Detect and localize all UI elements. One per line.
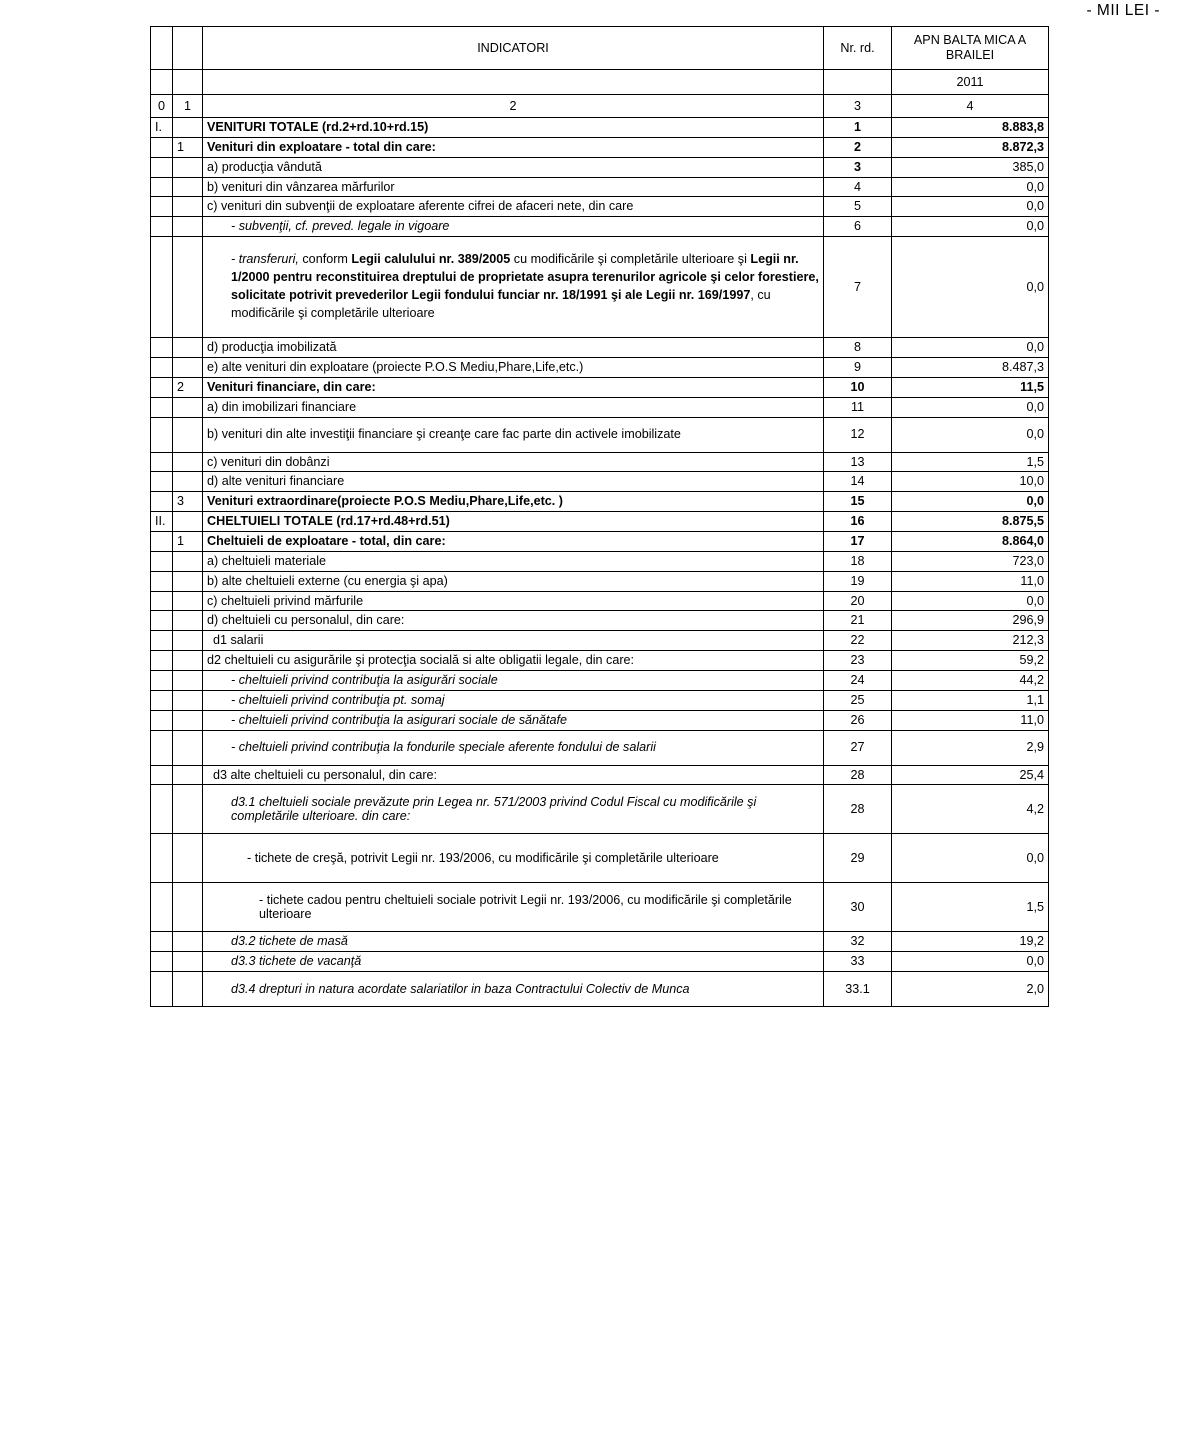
table-row <box>151 571 1049 591</box>
row-roman-numeral <box>151 631 173 651</box>
row-value-cell: 0,0 <box>892 397 1049 417</box>
row-level-number <box>173 512 203 532</box>
row-number-cell: 5 <box>824 197 892 217</box>
row-number-cell: 30 <box>824 883 892 932</box>
row-level-number <box>173 710 203 730</box>
row-number-cell: 29 <box>824 834 892 883</box>
table-row <box>151 492 1049 512</box>
table-row <box>151 611 1049 631</box>
row-indicator: Venituri din exploatare - total din care: <box>203 137 824 157</box>
row-indicator: b) venituri din alte investiţii financiare şi creanţe care fac parte din activele imobilizate <box>203 417 824 452</box>
header-row-number: Nr. rd. <box>824 27 892 70</box>
row-indicator: - tichete de creşă, potrivit Legii nr. 193/2006, cu modificările şi completările ulterioare <box>203 834 824 883</box>
table-row <box>151 177 1049 197</box>
row-indicator: d3.4 drepturi in natura acordate salariatilor in baza Contractului Colectiv de Munca <box>203 972 824 1007</box>
table-row <box>151 237 1049 338</box>
row-roman-numeral <box>151 532 173 552</box>
colnum-2: 2 <box>203 95 824 118</box>
row-indicator: - cheltuieli privind contribuţia la fondurile speciale aferente fondului de salarii <box>203 730 824 765</box>
row-number-cell: 13 <box>824 452 892 472</box>
table-row <box>151 118 1049 138</box>
row-roman-numeral <box>151 157 173 177</box>
row-level-number <box>173 157 203 177</box>
row-level-number <box>173 631 203 651</box>
financial-table <box>150 26 1049 1007</box>
table-row <box>151 338 1049 358</box>
table-row <box>151 671 1049 691</box>
table-row <box>151 358 1049 378</box>
row-indicator: d3.3 tichete de vacanţă <box>203 952 824 972</box>
row-value-cell: 8.875,5 <box>892 512 1049 532</box>
row-indicator: d1 salarii <box>203 631 824 651</box>
row-roman-numeral <box>151 952 173 972</box>
row-level-number <box>173 932 203 952</box>
row-level-number <box>173 217 203 237</box>
table-row <box>151 883 1049 932</box>
row-number-cell: 6 <box>824 217 892 237</box>
row-number-cell: 15 <box>824 492 892 512</box>
row-number-cell: 24 <box>824 671 892 691</box>
row-value-cell: 11,0 <box>892 710 1049 730</box>
row-level-number <box>173 952 203 972</box>
row-roman-numeral <box>151 492 173 512</box>
row-value-cell: 0,0 <box>892 952 1049 972</box>
row-value-cell: 0,0 <box>892 338 1049 358</box>
row-value-cell: 2,0 <box>892 972 1049 1007</box>
table-row <box>151 631 1049 651</box>
row-roman-numeral <box>151 972 173 1007</box>
row-indicator: b) alte cheltuieli externe (cu energia şi apa) <box>203 571 824 591</box>
row-roman-numeral <box>151 358 173 378</box>
row-roman-numeral <box>151 932 173 952</box>
row-number-cell: 28 <box>824 765 892 785</box>
row-value-cell: 2,9 <box>892 730 1049 765</box>
row-value-cell: 11,5 <box>892 377 1049 397</box>
row-level-number <box>173 118 203 138</box>
row-indicator: - subvenţii, cf. preved. legale in vigoare <box>203 217 824 237</box>
row-number-cell: 20 <box>824 591 892 611</box>
row-indicator: a) producţia vândută <box>203 157 824 177</box>
row-indicator: - cheltuieli privind contribuţia la asigurări sociale <box>203 671 824 691</box>
header-blank-level <box>173 27 203 70</box>
row-value-cell: 10,0 <box>892 472 1049 492</box>
row-value-cell: 0,0 <box>892 197 1049 217</box>
row-level-number <box>173 472 203 492</box>
row-indicator: d) alte venituri financiare <box>203 472 824 492</box>
year-blank-indicator <box>203 70 824 95</box>
row-roman-numeral <box>151 690 173 710</box>
row-indicator: a) cheltuieli materiale <box>203 551 824 571</box>
table-row <box>151 932 1049 952</box>
row-value-cell: 0,0 <box>892 492 1049 512</box>
row-roman-numeral <box>151 452 173 472</box>
row-level-number <box>173 237 203 338</box>
row-number-cell: 9 <box>824 358 892 378</box>
table-row <box>151 690 1049 710</box>
transfer-legal-text: - transferuri, conform Legii calulului nr. 389/2005 cu modificările şi completările ulterioare şi Legii nr. 1/2000 pentru reconstituirea dreptului de proprietate asupra terenurilor agricole şi celor forestiere, solicitate potrivit prevederilor Legii fondului funciar nr. 18/1991 şi ale Legii nr. 169/1997, cu modificările şi completările ulterioare <box>231 252 819 321</box>
row-level-number: 2 <box>173 377 203 397</box>
row-value-cell: 212,3 <box>892 631 1049 651</box>
row-value-cell: 25,4 <box>892 765 1049 785</box>
row-level-number <box>173 671 203 691</box>
row-roman-numeral <box>151 785 173 834</box>
row-value-cell: 1,1 <box>892 690 1049 710</box>
row-indicator: d3.2 tichete de masă <box>203 932 824 952</box>
row-roman-numeral <box>151 730 173 765</box>
row-roman-numeral <box>151 472 173 492</box>
row-number-cell: 25 <box>824 690 892 710</box>
row-level-number <box>173 690 203 710</box>
table-row <box>151 651 1049 671</box>
row-roman-numeral <box>151 834 173 883</box>
table-row <box>151 551 1049 571</box>
row-number-cell: 19 <box>824 571 892 591</box>
row-level-number <box>173 765 203 785</box>
row-number-cell: 28 <box>824 785 892 834</box>
row-number-cell: 21 <box>824 611 892 631</box>
row-value-cell: 8.883,8 <box>892 118 1049 138</box>
row-number-cell: 16 <box>824 512 892 532</box>
row-level-number <box>173 197 203 217</box>
table-row <box>151 730 1049 765</box>
table-row <box>151 397 1049 417</box>
row-value-cell: 59,2 <box>892 651 1049 671</box>
row-indicator <box>203 237 824 338</box>
row-number-cell: 23 <box>824 651 892 671</box>
row-level-number <box>173 397 203 417</box>
row-roman-numeral <box>151 710 173 730</box>
row-level-number <box>173 358 203 378</box>
row-number-cell: 27 <box>824 730 892 765</box>
row-roman-numeral <box>151 611 173 631</box>
table-body <box>151 27 1049 1007</box>
row-number-cell: 26 <box>824 710 892 730</box>
table-row <box>151 765 1049 785</box>
row-value-cell: 0,0 <box>892 237 1049 338</box>
row-level-number <box>173 338 203 358</box>
row-value-cell: 723,0 <box>892 551 1049 571</box>
table-row <box>151 591 1049 611</box>
row-number-cell: 8 <box>824 338 892 358</box>
row-level-number <box>173 551 203 571</box>
year-blank-rd <box>824 70 892 95</box>
row-indicator: CHELTUIELI TOTALE (rd.17+rd.48+rd.51) <box>203 512 824 532</box>
row-value-cell: 0,0 <box>892 177 1049 197</box>
row-roman-numeral <box>151 765 173 785</box>
row-number-cell: 11 <box>824 397 892 417</box>
row-number-cell: 3 <box>824 157 892 177</box>
row-level-number: 1 <box>173 137 203 157</box>
header-row-year <box>151 70 1049 95</box>
table-row <box>151 512 1049 532</box>
table-row <box>151 972 1049 1007</box>
row-roman-numeral <box>151 883 173 932</box>
row-roman-numeral <box>151 417 173 452</box>
row-number-cell: 18 <box>824 551 892 571</box>
row-indicator: - tichete cadou pentru cheltuieli sociale potrivit Legii nr. 193/2006, cu modificările şi completările ulterioare <box>203 883 824 932</box>
row-roman-numeral <box>151 237 173 338</box>
row-value-cell: 1,5 <box>892 883 1049 932</box>
row-indicator: c) cheltuieli privind mărfurile <box>203 591 824 611</box>
row-indicator: a) din imobilizari financiare <box>203 397 824 417</box>
row-indicator: VENITURI TOTALE (rd.2+rd.10+rd.15) <box>203 118 824 138</box>
header-blank-roman <box>151 27 173 70</box>
row-value-cell: 385,0 <box>892 157 1049 177</box>
row-level-number <box>173 972 203 1007</box>
row-roman-numeral <box>151 671 173 691</box>
header-entity: APN BALTA MICA A BRAILEI <box>892 27 1049 70</box>
row-level-number: 1 <box>173 532 203 552</box>
row-level-number <box>173 651 203 671</box>
row-number-cell: 4 <box>824 177 892 197</box>
table-row <box>151 785 1049 834</box>
row-roman-numeral <box>151 217 173 237</box>
header-indicators: INDICATORI <box>203 27 824 70</box>
row-level-number <box>173 591 203 611</box>
row-number-cell: 2 <box>824 137 892 157</box>
row-value-cell: 0,0 <box>892 591 1049 611</box>
row-indicator: c) venituri din dobânzi <box>203 452 824 472</box>
row-indicator: b) venituri din vânzarea mărfurilor <box>203 177 824 197</box>
row-indicator: - cheltuieli privind contribuţia pt. somaj <box>203 690 824 710</box>
row-indicator: d) producţia imobilizată <box>203 338 824 358</box>
row-value-cell: 19,2 <box>892 932 1049 952</box>
row-roman-numeral <box>151 338 173 358</box>
row-indicator: Venituri financiare, din care: <box>203 377 824 397</box>
row-roman-numeral <box>151 551 173 571</box>
colnum-3: 3 <box>824 95 892 118</box>
unit-label: - MII LEI - <box>1086 2 1160 19</box>
row-value-cell: 8.487,3 <box>892 358 1049 378</box>
row-level-number <box>173 611 203 631</box>
row-level-number <box>173 177 203 197</box>
column-number-row <box>151 95 1049 118</box>
row-value-cell: 11,0 <box>892 571 1049 591</box>
table-row <box>151 532 1049 552</box>
row-value-cell: 296,9 <box>892 611 1049 631</box>
table-row <box>151 417 1049 452</box>
table-row <box>151 197 1049 217</box>
row-level-number <box>173 417 203 452</box>
row-level-number <box>173 571 203 591</box>
row-value-cell: 0,0 <box>892 417 1049 452</box>
row-roman-numeral <box>151 177 173 197</box>
table-row <box>151 137 1049 157</box>
row-indicator: - cheltuieli privind contribuţia la asigurari sociale de sănătafe <box>203 710 824 730</box>
table-row <box>151 834 1049 883</box>
row-roman-numeral: II. <box>151 512 173 532</box>
row-indicator: d3.1 cheltuieli sociale prevăzute prin Legea nr. 571/2003 privind Codul Fiscal cu modificările şi completările ulterioare. din care: <box>203 785 824 834</box>
row-number-cell: 1 <box>824 118 892 138</box>
row-value-cell: 4,2 <box>892 785 1049 834</box>
row-number-cell: 32 <box>824 932 892 952</box>
row-value-cell: 0,0 <box>892 217 1049 237</box>
financial-table-container <box>150 26 1048 1007</box>
row-value-cell: 1,5 <box>892 452 1049 472</box>
colnum-1: 1 <box>173 95 203 118</box>
year-blank-roman <box>151 70 173 95</box>
row-roman-numeral: I. <box>151 118 173 138</box>
row-number-cell: 14 <box>824 472 892 492</box>
colnum-0: 0 <box>151 95 173 118</box>
row-level-number <box>173 452 203 472</box>
row-indicator: d) cheltuieli cu personalul, din care: <box>203 611 824 631</box>
row-roman-numeral <box>151 571 173 591</box>
row-number-cell: 10 <box>824 377 892 397</box>
row-number-cell: 17 <box>824 532 892 552</box>
row-number-cell: 22 <box>824 631 892 651</box>
table-row <box>151 710 1049 730</box>
row-number-cell: 33.1 <box>824 972 892 1007</box>
year-blank-level <box>173 70 203 95</box>
header-row-main <box>151 27 1049 70</box>
row-level-number <box>173 730 203 765</box>
row-number-cell: 12 <box>824 417 892 452</box>
row-number-cell: 7 <box>824 237 892 338</box>
row-indicator: e) alte venituri din exploatare (proiecte P.O.S Mediu,Phare,Life,etc.) <box>203 358 824 378</box>
row-number-cell: 33 <box>824 952 892 972</box>
header-year: 2011 <box>892 70 1049 95</box>
row-value-cell: 44,2 <box>892 671 1049 691</box>
row-level-number <box>173 883 203 932</box>
row-roman-numeral <box>151 397 173 417</box>
table-row <box>151 952 1049 972</box>
row-level-number <box>173 785 203 834</box>
row-roman-numeral <box>151 591 173 611</box>
row-level-number <box>173 834 203 883</box>
row-indicator: d2 cheltuieli cu asigurările şi protecţia socială si alte obligatii legale, din care: <box>203 651 824 671</box>
row-roman-numeral <box>151 197 173 217</box>
row-indicator: d3 alte cheltuieli cu personalul, din care: <box>203 765 824 785</box>
row-level-number: 3 <box>173 492 203 512</box>
row-indicator: Venituri extraordinare(proiecte P.O.S Mediu,Phare,Life,etc. ) <box>203 492 824 512</box>
row-value-cell: 8.864,0 <box>892 532 1049 552</box>
table-row <box>151 157 1049 177</box>
table-row <box>151 452 1049 472</box>
table-row <box>151 377 1049 397</box>
table-row <box>151 472 1049 492</box>
row-indicator: c) venituri din subvenţii de exploatare aferente cifrei de afaceri nete, din care <box>203 197 824 217</box>
colnum-4: 4 <box>892 95 1049 118</box>
row-roman-numeral <box>151 651 173 671</box>
table-row <box>151 217 1049 237</box>
row-value-cell: 8.872,3 <box>892 137 1049 157</box>
row-roman-numeral <box>151 377 173 397</box>
row-indicator: Cheltuieli de exploatare - total, din care: <box>203 532 824 552</box>
row-value-cell: 0,0 <box>892 834 1049 883</box>
row-roman-numeral <box>151 137 173 157</box>
